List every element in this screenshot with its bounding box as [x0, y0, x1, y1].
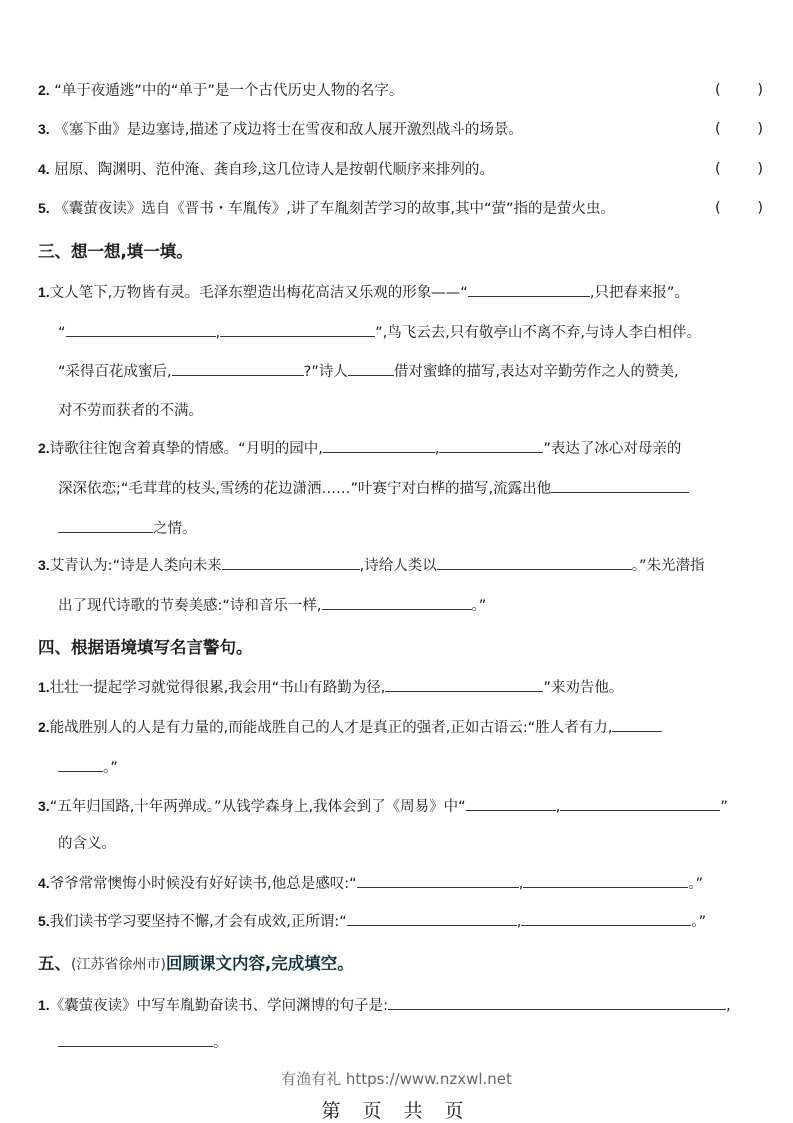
paren-close: )	[757, 121, 763, 137]
text: ”	[720, 799, 728, 815]
text: ,只把春来报”。	[589, 285, 689, 301]
title-text: 回顾课文内容,完成填空。	[165, 954, 354, 973]
blank-field[interactable]	[222, 555, 360, 570]
s3-q1-line3	[58, 361, 763, 382]
blank-field[interactable]	[521, 911, 691, 926]
item-number: 3.	[38, 798, 50, 814]
item-number: 3.	[38, 557, 50, 573]
blank-field[interactable]	[437, 555, 632, 570]
text: 。”	[688, 876, 704, 892]
text: 。”	[691, 914, 707, 930]
text: 壮壮一提起学习就觉得很累,我会用“书山有路勤为径,	[49, 680, 386, 696]
text: 爷爷常常懊悔小时候没有好好读书,他总是感叹:“	[49, 876, 357, 892]
text: 。”	[471, 598, 487, 614]
blank-field[interactable]	[560, 796, 720, 811]
judge-item	[38, 119, 763, 140]
text: 艾青认为:“诗是人类向未来	[49, 558, 222, 574]
item-text: 屈原、陶渊明、范仲淹、龚自珍,这几位诗人是按朝代顺序来排列的。	[54, 162, 494, 178]
section-5-title	[38, 950, 354, 974]
paren-close: )	[757, 161, 763, 177]
text: 之情。	[153, 521, 197, 537]
text: 出了现代诗歌的节奏美感:“诗和音乐一样,	[58, 598, 322, 614]
text: ?”诗人	[303, 364, 348, 380]
section-3-title: 三、想一想,填一填。	[38, 242, 193, 261]
paren-close: )	[757, 82, 763, 98]
blank-field[interactable]	[612, 717, 662, 732]
blank-field[interactable]	[466, 796, 556, 811]
s5-q1-line1	[38, 995, 763, 1016]
blank-field[interactable]	[58, 1032, 213, 1047]
blank-field[interactable]	[322, 595, 472, 610]
blank-field[interactable]	[357, 873, 519, 888]
paren-open: (	[715, 200, 721, 216]
s4-q3-line2: 的含义。	[58, 836, 116, 852]
text: 。”朱光潜指	[631, 558, 705, 574]
text: ”,鸟飞云去,只有敬亭山不离不弃,与诗人李白相伴。	[375, 325, 701, 341]
text: 文人笔下,万物皆有灵。毛泽东塑造出梅花高洁又乐观的形象——“	[49, 285, 468, 301]
blank-field[interactable]	[439, 438, 543, 453]
paren-open: (	[715, 161, 721, 177]
text: ,	[555, 799, 561, 815]
s4-q4	[38, 873, 763, 894]
item-text: “单于夜遁逃”中的“单于”是一个古代历史人物的名字。	[54, 83, 404, 99]
blank-field[interactable]	[66, 322, 216, 337]
s5-q1-line2	[58, 1032, 763, 1053]
text: 诗歌往往饱含着真挚的情感。“月明的园中,	[49, 441, 323, 457]
blank-field[interactable]	[220, 322, 375, 337]
paren-close: )	[757, 200, 763, 216]
text: ,	[516, 914, 522, 930]
text: 《囊萤夜读》中写车胤勤奋读书、学问渊博的句子是:	[49, 998, 389, 1014]
text: ,	[215, 325, 221, 341]
paren-open: (	[715, 82, 721, 98]
s4-q3-line1	[38, 796, 763, 817]
item-number: 2.	[38, 719, 50, 735]
text: “	[58, 325, 66, 341]
text: 。”	[103, 760, 118, 776]
text: 深深依恋;“毛茸茸的枝头,雪绣的花边潇洒……”叶赛宁对白桦的描写,流露出他	[58, 481, 552, 497]
s3-q1-line1	[38, 282, 763, 303]
text: ,诗给人类以	[359, 558, 437, 574]
text: ”表达了冰心对母亲的	[543, 441, 682, 457]
blank-field[interactable]	[323, 438, 435, 453]
blank-field[interactable]	[58, 757, 103, 772]
judge-item	[38, 159, 763, 180]
blank-field[interactable]	[172, 361, 304, 376]
blank-field[interactable]	[468, 282, 590, 297]
blank-field[interactable]	[385, 677, 543, 692]
answer-paren[interactable]	[715, 119, 763, 139]
blank-field[interactable]	[347, 911, 517, 926]
item-number: 5.	[38, 913, 50, 929]
answer-paren[interactable]	[715, 159, 763, 179]
item-text: 《塞下曲》是边塞诗,描述了戍边将士在雪夜和敌人展开激烈战斗的场景。	[54, 122, 523, 138]
blank-field[interactable]	[58, 518, 153, 533]
item-number: 1.	[38, 997, 50, 1013]
s4-q2-line1	[38, 717, 763, 738]
item-number: 1.	[38, 284, 50, 300]
section-4-title: 四、根据语境填写名言警句。	[38, 638, 253, 657]
s3-q2-line2	[58, 478, 763, 499]
item-number: 2.	[38, 82, 50, 98]
item-number: 3.	[38, 121, 50, 137]
text: “采得百花成蜜后,	[58, 364, 172, 380]
judge-item	[38, 80, 763, 101]
answer-paren[interactable]	[715, 198, 763, 218]
item-text: 《囊萤夜读》选自《晋书・车胤传》,讲了车胤刻苦学习的故事,其中“萤”指的是萤火虫。	[54, 201, 616, 217]
text: ,	[726, 998, 731, 1014]
s4-q2-line2	[58, 757, 763, 778]
blank-field[interactable]	[348, 361, 394, 376]
text: 借对蜜蜂的描写,表达对辛勤劳作之人的赞美,	[393, 364, 679, 380]
title-prefix: 五、	[38, 954, 71, 973]
item-number: 2.	[38, 440, 50, 456]
s3-q2-line1	[38, 438, 763, 459]
item-number: 1.	[38, 679, 50, 695]
s3-q3-line2	[58, 595, 763, 616]
blank-field[interactable]	[551, 478, 689, 493]
page-number: 第 页 共 页	[321, 1100, 472, 1122]
item-number: 4.	[38, 875, 50, 891]
s3-q3-line1	[38, 555, 763, 576]
text: 。	[213, 1035, 228, 1051]
s3-q1-line2	[58, 322, 763, 343]
answer-paren[interactable]	[715, 80, 763, 100]
text: ”来劝告他。	[543, 680, 624, 696]
text: ,	[518, 876, 524, 892]
blank-field[interactable]	[523, 873, 688, 888]
text: 我们读书学习要坚持不懈,才会有成效,正所谓:“	[49, 914, 347, 930]
item-number: 4.	[38, 161, 50, 177]
paren-open: (	[715, 121, 721, 137]
s4-q5	[38, 911, 763, 932]
text: 能战胜别人的人是有力量的,而能战胜自己的人才是真正的强者,正如古语云:“胜人者有力,	[49, 720, 613, 736]
judge-item	[38, 198, 763, 219]
title-region: (江苏省徐州市)	[71, 957, 166, 973]
text: ,	[434, 441, 440, 457]
item-number: 5.	[38, 200, 50, 216]
text: “五年归国路,十年两弹成。”从钱学森身上,我体会到了《周易》中“	[49, 799, 466, 815]
s4-q1	[38, 677, 763, 698]
watermark: 有渔有礼 https://www.nzxwl.net	[281, 1070, 512, 1088]
s3-q2-line3	[58, 518, 763, 539]
blank-field[interactable]	[388, 995, 726, 1010]
s3-q1-line4: 对不劳而获者的不满。	[58, 403, 203, 419]
